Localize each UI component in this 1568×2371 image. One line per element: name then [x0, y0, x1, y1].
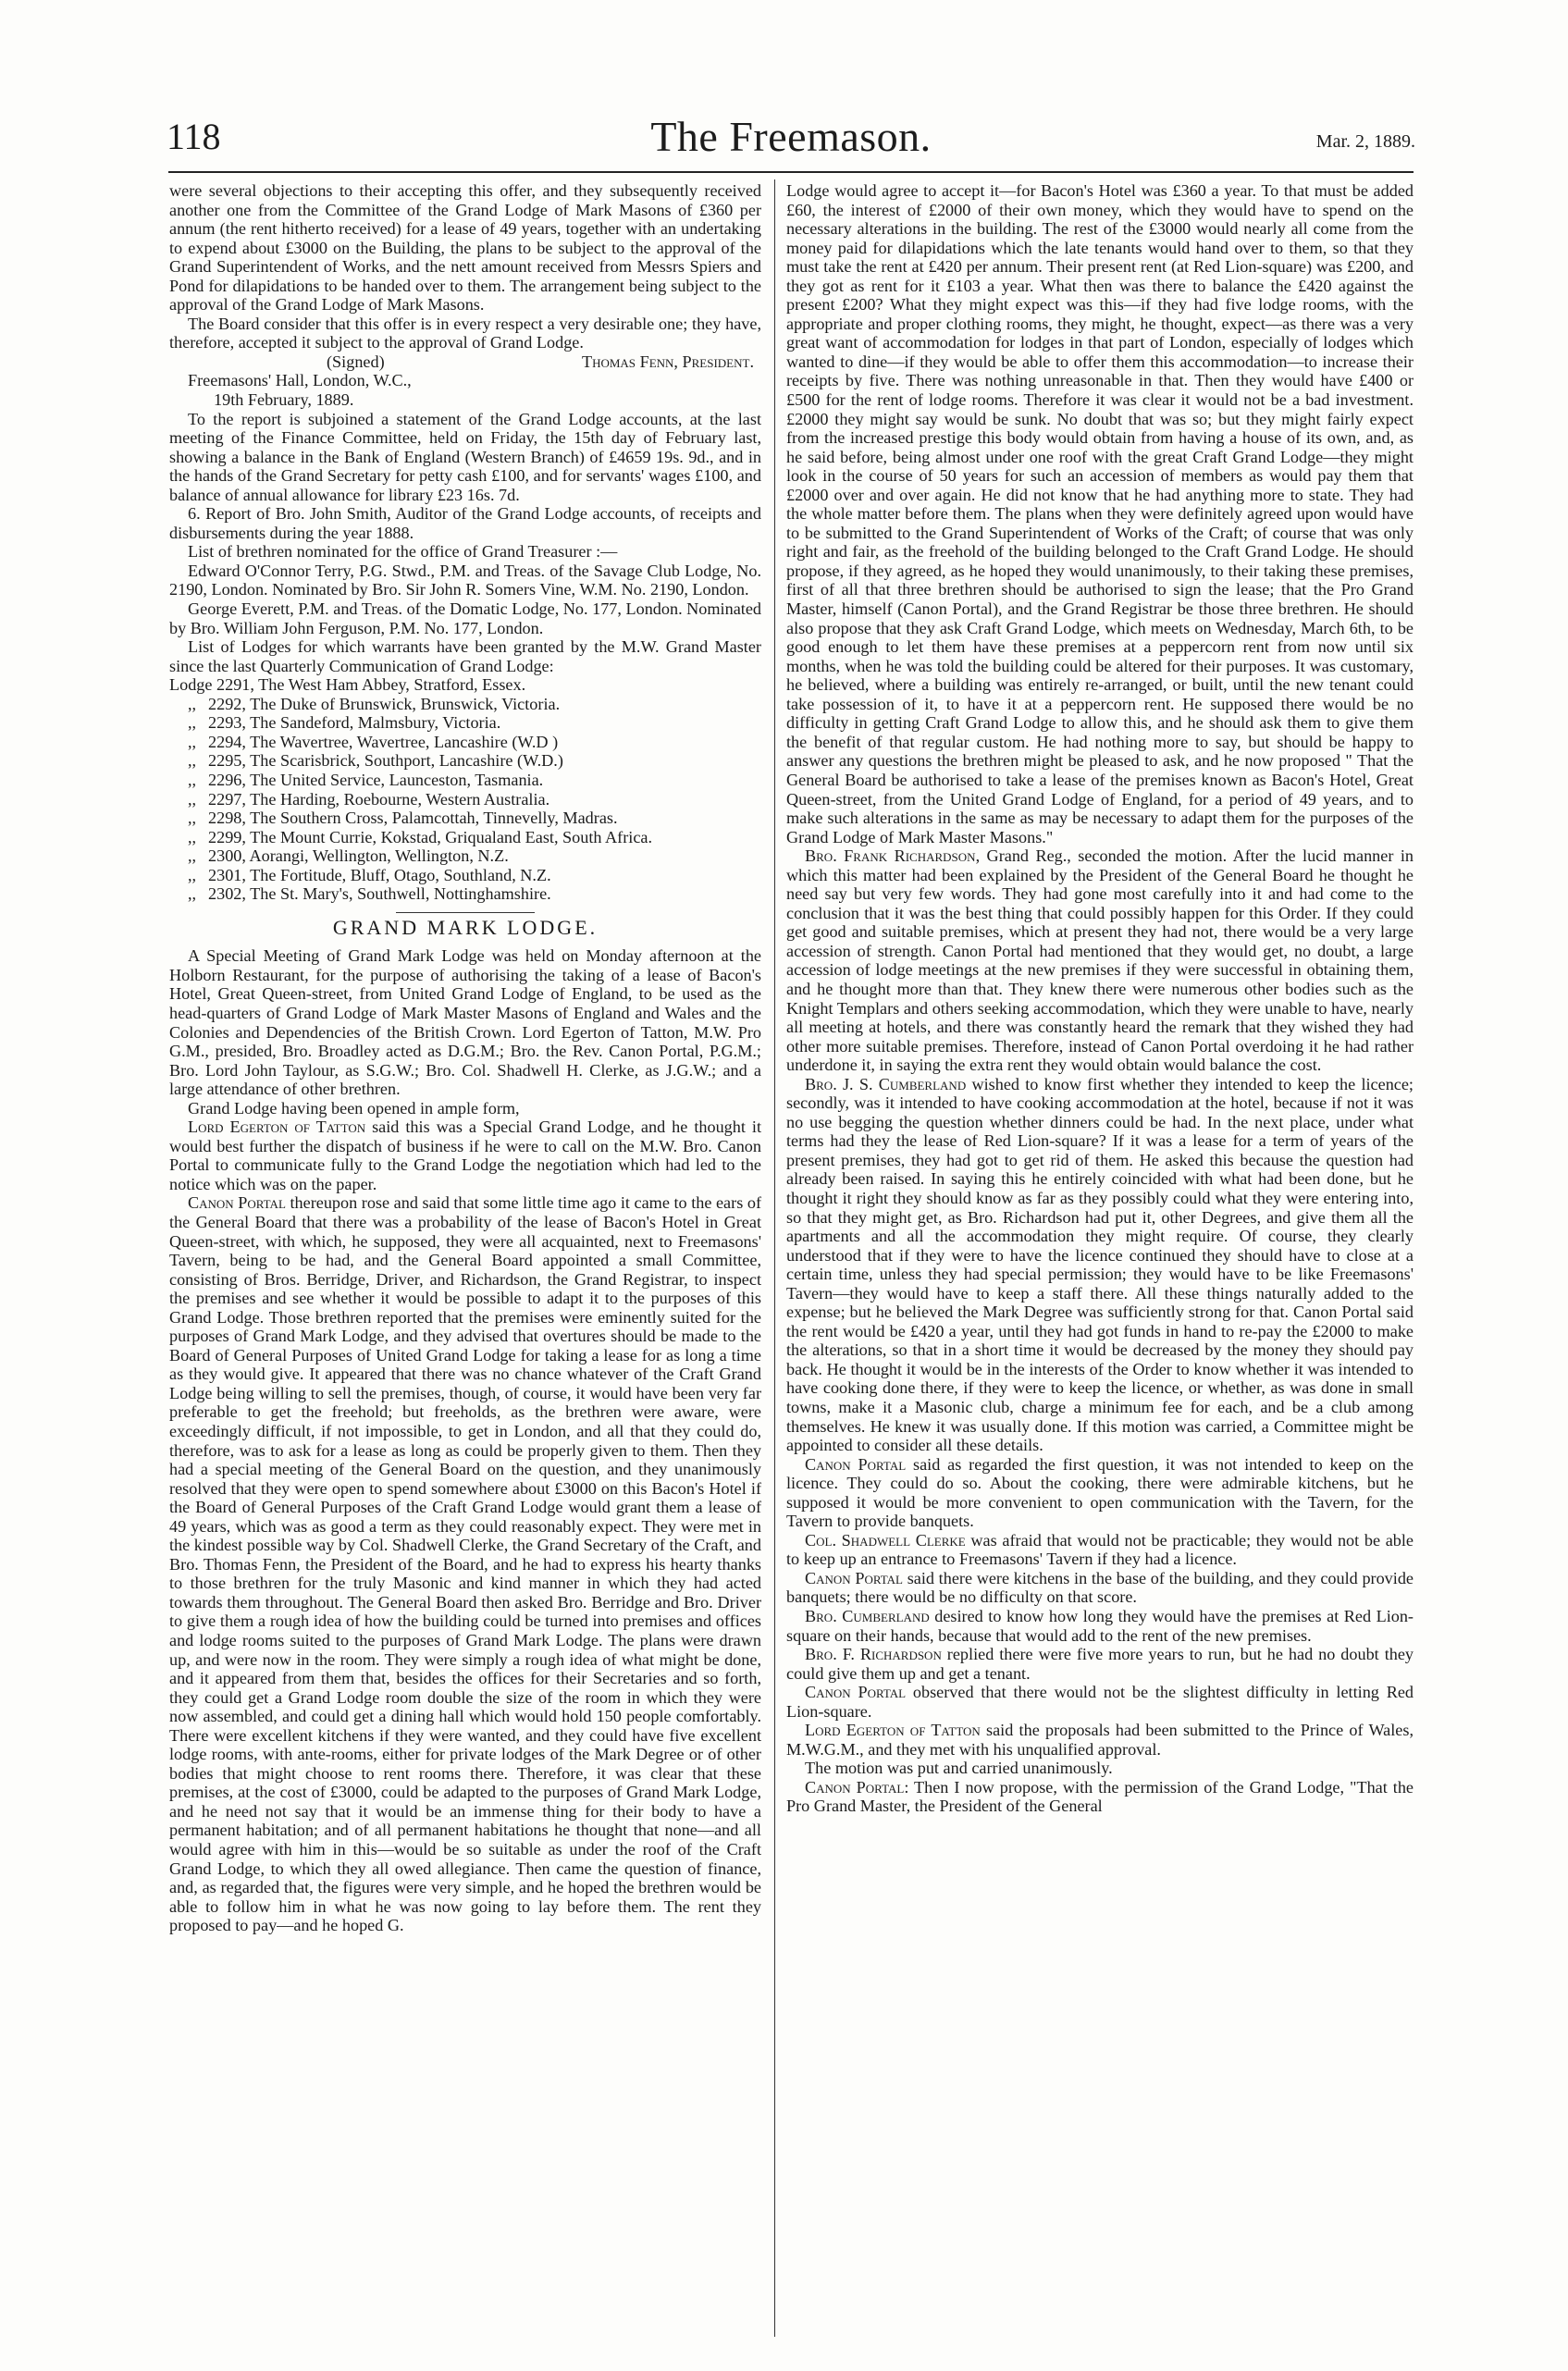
paragraph — [786, 1721, 1414, 1759]
paragraph: George Everett, P.M. and Treas. of the Domatic Lodge, No. 177, London. Nominated by Bro. William John Ferguson, P.M. No. 177, London. — [169, 599, 761, 637]
speaker-name: Canon Portal — [805, 1683, 907, 1702]
paragraph: List of brethren nominated for the office of Grand Treasurer :— — [188, 542, 618, 562]
lodge-list-first: Lodge 2291, The West Ham Abbey, Stratford, Essex. — [169, 675, 526, 695]
paragraph: To the report is subjoined a statement of the Grand Lodge accounts, at the last meeting of the Finance Committee, held on Friday, the 15th day of February last, showing a balance in the Bank of England (Western Branch) of £4659 19s. 9d., and in the hands of the Grand Secretary for petty cash £100, and for servants' wages £100, and balance of annual allowance for library £23 16s. 7d. — [169, 409, 761, 504]
issue-date: Mar. 2, 1889. — [1315, 131, 1415, 152]
right-column — [786, 181, 1414, 2337]
paragraph — [786, 1075, 1414, 1455]
speaker-name: Canon Portal — [805, 1568, 903, 1587]
lodge-entry — [169, 751, 761, 771]
paragraph — [786, 1569, 1414, 1607]
lodge-text: 2293, The Sandeford, Malmsbury, Victoria. — [208, 713, 501, 733]
paragraph: were several objections to their accepting this offer, and they subsequently received another one from the Committee of the Grand Lodge of Mark Masons of £360 per annum (the rent hitherto received) for a lease of 49 years, together with an undertaking to expend about £3000 on the Building, the plans to be subject to the approval of the Grand Superintendent of Works, and the nett amount received from Messrs Spiers and Pond for dilapidations to be handed over to them. The arrangement being subject to the approval of the Grand Lodge of Mark Masons. — [169, 181, 761, 315]
lodge-text: 2302, The St. Mary's, Southwell, Nottinghamshire. — [208, 884, 551, 904]
masthead-title: The Freemason. — [650, 113, 932, 160]
lodge-entry — [169, 790, 761, 809]
paragraph — [169, 1193, 761, 1934]
speech-text: , Grand Reg., seconded the motion. After the lucid manner in which this matter had been explained by the President of the General Board he thought he need say but very few words. They had gone most carefully into it and had come to the conclusion that it was the best thing that could possibly happen for this Order. If they could get good and suitable premises, which at present they had not, there would be a very large accession of strength. Canon Portal had mentioned that they would get, no doubt, a large accession of lodge meetings at the new premises if they were successful in obtaining them, and he thought more than that. They knew there were numerous other bodies such as the Knight Templars and others seeking accommodation, which they were unable to have, nearly all meeting at hotels, and there was constantly heard the remark that they wished they had other more suitable premises. Therefore, instead of Canon Portal overdoing it he had rather underdone it, in saying the extra rent they would obtain would balance the cost. — [786, 846, 1414, 1075]
lodge-text: 2295, The Scarisbrick, Southport, Lancashire (W.D.) — [208, 751, 563, 771]
lodge-entry — [169, 771, 761, 790]
speaker-name: Bro. F. Richardson — [805, 1645, 942, 1664]
lodge-text: 2297, The Harding, Roebourne, Western Australia. — [208, 789, 550, 809]
paragraph — [786, 1455, 1414, 1531]
lodge-entry — [169, 695, 761, 714]
paragraph: Edward O'Connor Terry, P.G. Stwd., P.M. and Treas. of the Savage Club Lodge, No. 2190, London. Nominated by Bro. Sir John R. Somers Vine, W.M. No. 2190, London. — [169, 561, 761, 599]
paragraph: The Board consider that this offer is in every respect a very desirable one; they have, therefore, accepted it subject to the approval of Grand Lodge. — [169, 314, 761, 352]
lodge-list — [169, 695, 761, 904]
paragraph — [786, 846, 1414, 1075]
speech-text: was afraid that would not be practicable; they would not be able to keep up an entrance to Freemasons' Tavern if they had a licence. — [786, 1530, 1414, 1569]
ditto-mark: ,, — [188, 846, 197, 866]
lodge-text: 2296, The United Service, Launceston, Tasmania. — [208, 770, 544, 789]
header-rule — [168, 171, 1414, 173]
speaker-name: Lord Egerton of Tatton — [805, 1721, 981, 1740]
paragraph: 6. Report of Bro. John Smith, Auditor of the Grand Lodge accounts, of receipts and disbursements during the year 1888. — [169, 504, 761, 542]
speech-text: replied there were five more years to run, but he had no doubt they could give them up and get a tenant. — [786, 1645, 1414, 1683]
paragraph — [786, 1778, 1414, 1816]
speaker-name: Canon Portal — [188, 1193, 286, 1213]
speech-text: wished to know first whether they intended to keep the licence; secondly, was it intended to have cooking accommodation at the hotel, because if not it was no use begging the question whether dinners could be had. In the next place, under what terms had they the lease of Red Lion-square? If it was a lease for a term of years of the present premises, they had got to get rid of them. He asked this because the question had already been raised. In saying this he entirely coincided with what had been done, but he thought it right they should know as far as they possibly could what they were entering into, so that they might get, as Bro. Richardson had put it, other Degrees, and give them all the apartments and all the accommodation they might require. Of course, they clearly understood that if they were to have the licence continued they should have to close at a certain time, unless they had special permission; they would have to be like Freemasons' Tavern—they would have to keep a staff there. All these things naturally added to the expense; but he believed the Mark Degree was sufficiently strong for that. Canon Portal said the rent would be £420 a year, until they had got funds in hand to re-pay the £2000 to make the alterations, so that in a short time it would be decreased by the money they should pay back. He thought it would be in the interests of the Order to know whether it was intended to have cooking done there, if they were to keep the licence, or whether, as was done in small towns, make it a Masonic club, charge a minimum fee for each, and be a club among themselves. He knew it was usually done. If this motion was carried, a Committee might be appointed to consider all these details. — [786, 1074, 1414, 1455]
left-column — [169, 181, 761, 2337]
speech-text: said as regarded the first question, it was not intended to keep on the licence. They could do so. About the cooking, there were admirable kitchens, but he supposed it would be more convenient to open communication with the Tavern, for the Tavern to provide banquets. — [786, 1454, 1414, 1531]
lodge-entry — [169, 884, 761, 904]
speech-text: desired to know how long they would have the premises at Red Lion-square on their hands, because that would add to the rent of the new premises. — [786, 1607, 1414, 1645]
speech-text: said this was a Special Grand Lodge, and he thought it would best further the dispatch of business if he were to call on the M.W. Bro. Canon Portal to communicate fully to the Grand Lodge the negotiation which had led to the notice which was on the paper. — [169, 1118, 761, 1193]
speaker-name: Bro. J. S. Cumberland — [805, 1074, 967, 1093]
signature-line — [169, 352, 761, 372]
ditto-mark: ,, — [188, 789, 197, 809]
ditto-mark: ,, — [188, 694, 197, 713]
lodge-text: 2294, The Wavertree, Wavertree, Lancashire (W.D ) — [208, 732, 559, 751]
ditto-mark: ,, — [188, 884, 197, 904]
ditto-mark: ,, — [188, 809, 197, 828]
paragraph — [169, 1118, 761, 1193]
speech-text: thereupon rose and said that some little time ago it came to the ears of the General Board that there was a probability of the lease of Bacon's Hotel in Great Queen-street, with which, he supposed, they were all acquainted, next to Freemasons' Tavern, being to be had, and the General Board appointed a small Committee, consisting of Bros. Berridge, Driver, and Richardson, the Grand Registrar, to inspect the premises and see whether it would be possible to adapt it to the purposes of this Grand Lodge. Those brethren reported that the premises were eminently suited for the purposes of Grand Mark Lodge, and they advised that overtures should be made to the Board of General Purposes of United Grand Lodge for taking a lease for as long a time as they would give. It appeared that there was no chance whatever of the Craft Grand Lodge being willing to sell the premises, though, of course, it would have been very far preferable to get the freehold; but freeholds, as the brethren were aware, were exceedingly difficult, if not impossible, to get in London, and all that they could do, therefore, was to ask for a lease as long as could be properly given to them. Then they had a special meeting of the General Board on the question, and they unanimously resolved that they were open to spend somewhere about £3000 on this Bacon's Hotel if the Board of General Purposes of the Craft Grand Lodge would grant them a lease of 49 years, which was as good a term as they could reasonably expect. They were met in the kindest possible way by Col. Shadwell Clerke, the Grand Secretary of the Craft, and Bro. Thomas Fenn, the President of the Board, and he had to express his hearty thanks to those brethren for the truly Masonic and kind manner in which they had acted towards them throughout. The General Board then asked Bro. Berridge and Bro. Driver to give them a rough idea of how the building could be turned into premises and offices and lodge rooms suited to the purposes of Grand Mark Lodge. The plans were drawn up, and were now in the room. They were simply a rough idea of what might be done, and it appeared from them that, besides the offices for their Secretaries and so forth, they could get a Grand Lodge room double the size of the room in which they were now assembled, and could get a dining hall which would hold 150 people comfortably. There were excellent kitchens if they were wanted, and they could have five excellent lodge rooms, with ante-rooms, either for private lodges of the Mark Degree or of other bodies that might choose to rent rooms there. Therefore, it was clear that these premises, at the cost of £3000, could be adapted to the purposes of Grand Mark Lodge, and he need not say that it would be an immense thing for their body to have a permanent habitation; and of all permanent habitations he thought that none—and all would agree with him in this—would be so suitable as under the roof of the Craft Grand Lodge, to which they all owed allegiance. Then came the question of finance, and, as regarded that, the figures were very simple, and he hoped the brethren would be able to follow him in what he was now going to lay before them. The rent they proposed to pay—and he hoped G. — [169, 1193, 761, 1935]
paragraph: List of Lodges for which warrants have been granted by the M.W. Grand Master since the last Quarterly Communication of Grand Lodge: — [169, 637, 761, 675]
lodge-text: 2292, The Duke of Brunswick, Brunswick, Victoria. — [208, 694, 561, 713]
speaker-name: Col. Shadwell Clerke — [805, 1530, 966, 1550]
speaker-name: Bro. Cumberland — [805, 1607, 930, 1626]
speaker-name: Canon Portal — [805, 1454, 907, 1474]
lodge-text: 2299, The Mount Currie, Kokstad, Griqualand East, South Africa. — [208, 827, 653, 846]
lodge-text: 2301, The Fortitude, Bluff, Otago, Southland, N.Z. — [208, 865, 551, 884]
lodge-entry — [169, 809, 761, 828]
column-divider — [774, 179, 775, 2337]
paragraph — [786, 1683, 1414, 1721]
ditto-mark: ,, — [188, 865, 197, 884]
speaker-name: Canon Portal — [805, 1777, 905, 1797]
lodge-entry — [169, 828, 761, 847]
lodge-entry — [169, 713, 761, 733]
place-line: Freemasons' Hall, London, W.C., — [188, 371, 412, 390]
lodge-text: 2300, Aorangi, Wellington, Wellington, N.Z. — [208, 846, 509, 866]
sign-date: 19th February, 1889. — [214, 390, 354, 410]
speech-text: : Then I now propose, with the permission of the Grand Lodge, "That the Pro Grand Master, the President of the General — [786, 1777, 1414, 1816]
paragraph: The motion was put and carried unanimously. — [805, 1759, 1113, 1778]
paragraph: Grand Lodge having been opened in ample form, — [188, 1098, 520, 1118]
speech-text: said there were kitchens in the base of the building, and they could provide banquets; there would be no difficulty on that score. — [786, 1568, 1414, 1607]
lodge-entry — [169, 866, 761, 885]
paragraph: Lodge would agree to accept it—for Bacon's Hotel was £360 a year. To that must be added £60, the interest of £2000 of their own money, which they would have to spend on the necessary alterations in the building. The rest of the £3000 would nearly all come from the money paid for dilapidations which the late tenants would hand over to them, so that they must take the rent at £420 per annum. Their present rent (at Red Lion-square) was £200, and they got as rent for it £103 a year. What then was there to balance the £420 against the present £200? What they might expect was this—if they had five lodge rooms, with the appropriate and proper clothing rooms, they might, he thought, expect—as there was a very great want of accommodation for lodges in that part of London, especially of lodges which wanted to dine—if they would be able to offer them this accommodation—to increase their receipts by five. There was nothing unreasonable in that. Then they would have £400 or £500 for the rent of lodge rooms. Therefore it was clear it would not be a bad investment. £2000 they might say would be sunk. No doubt that was so; but they might fairly expect from the increased prestige this body would obtain from having a house of its own, and, as he said before, being almost under one roof with the great Craft Grand Lodge—they might look in the course of 50 years for such an accession of members as would pay them that £2000 over and over again. He did not know that he had anything more to state. They had the whole matter before them. The plans when they were definitely agreed upon would have to be submitted to the Grand Superintendent of Works of the Craft; of course that was only right and fair, as the freehold of the building belonged to the Craft Grand Lodge. He should propose, if they agreed, as he hoped they would unanimously, to their taking these premises, first of all that three brethren should be authorised to sign the lease; that the Pro Grand Master, himself (Canon Portal), and the Grand Registrar be those three brethren. He should also propose that they ask Craft Grand Lodge, which meets on Wednesday, March 6th, to be good enough to let them have these premises at a peppercorn rent from now until six months, when he was told the building could be altered for their purposes. It was customary, he believed, where a building was entirely re-arranged, or built, until the new tenant could take possession of it, to have it at a peppercorn rent. He supposed there would be no difficulty in getting Craft Grand Lodge to allow this, and he should ask them to give them the benefit of that regular custom. He had nothing more to say, but should be happy to answer any questions the brethren might be pleased to ask, and he now proposed " That the General Board be authorised to take a lease of the premises known as Bacon's Hotel, Great Queen-street, from the United Grand Lodge of England, for a period of 49 years, and to make such alterations in the same as may be necessary to adapt them for the purposes of the Grand Lodge of Mark Master Masons." — [786, 181, 1414, 846]
ditto-mark: ,, — [188, 751, 197, 771]
lodge-entry — [169, 733, 761, 752]
page-number: 118 — [167, 116, 221, 157]
section-title: GRAND MARK LODGE. — [332, 915, 599, 939]
speech-text: observed that there would not be the slightest difficulty in letting Red Lion-square. — [786, 1683, 1414, 1721]
speaker-name: Bro. Frank Richardson — [805, 846, 976, 866]
signed-label: (Signed) — [327, 352, 385, 371]
ditto-mark: ,, — [188, 827, 197, 846]
signatory-name: Thomas Fenn, President. — [581, 352, 754, 371]
paragraph — [786, 1645, 1414, 1683]
paragraph: A Special Meeting of Grand Mark Lodge was held on Monday afternoon at the Holborn Restaurant, for the purpose of authorising the taking of a lease of Bacon's Hotel, Great Queen-street, from United Grand Lodge of England, to be used as the head-quarters of Grand Lodge of Mark Master Masons of England and Wales and the Colonies and Dependencies of the British Crown. Lord Egerton of Tatton, M.W. Pro G.M., presided, Bro. Broadley acted as D.G.M.; Bro. the Rev. Canon Portal, P.G.M.; Bro. Lord John Taylour, as S.G.W.; Bro. Col. Shadwell H. Clerke, as J.G.W.; and a large attendance of other brethren. — [169, 946, 761, 1099]
paragraph — [786, 1607, 1414, 1645]
section-rule — [396, 912, 535, 913]
ditto-mark: ,, — [188, 732, 197, 751]
lodge-text: 2298, The Southern Cross, Palamcottah, Tinnevelly, Madras. — [208, 809, 618, 828]
speech-text: said the proposals had been submitted to the Prince of Wales, M.W.G.M., and they met with his unqualified approval. — [786, 1721, 1414, 1759]
ditto-mark: ,, — [188, 770, 197, 789]
speaker-name: Lord Egerton of Tatton — [188, 1118, 366, 1137]
paragraph — [786, 1531, 1414, 1569]
ditto-mark: ,, — [188, 713, 197, 733]
page-header — [167, 109, 1415, 165]
lodge-entry — [169, 846, 761, 866]
